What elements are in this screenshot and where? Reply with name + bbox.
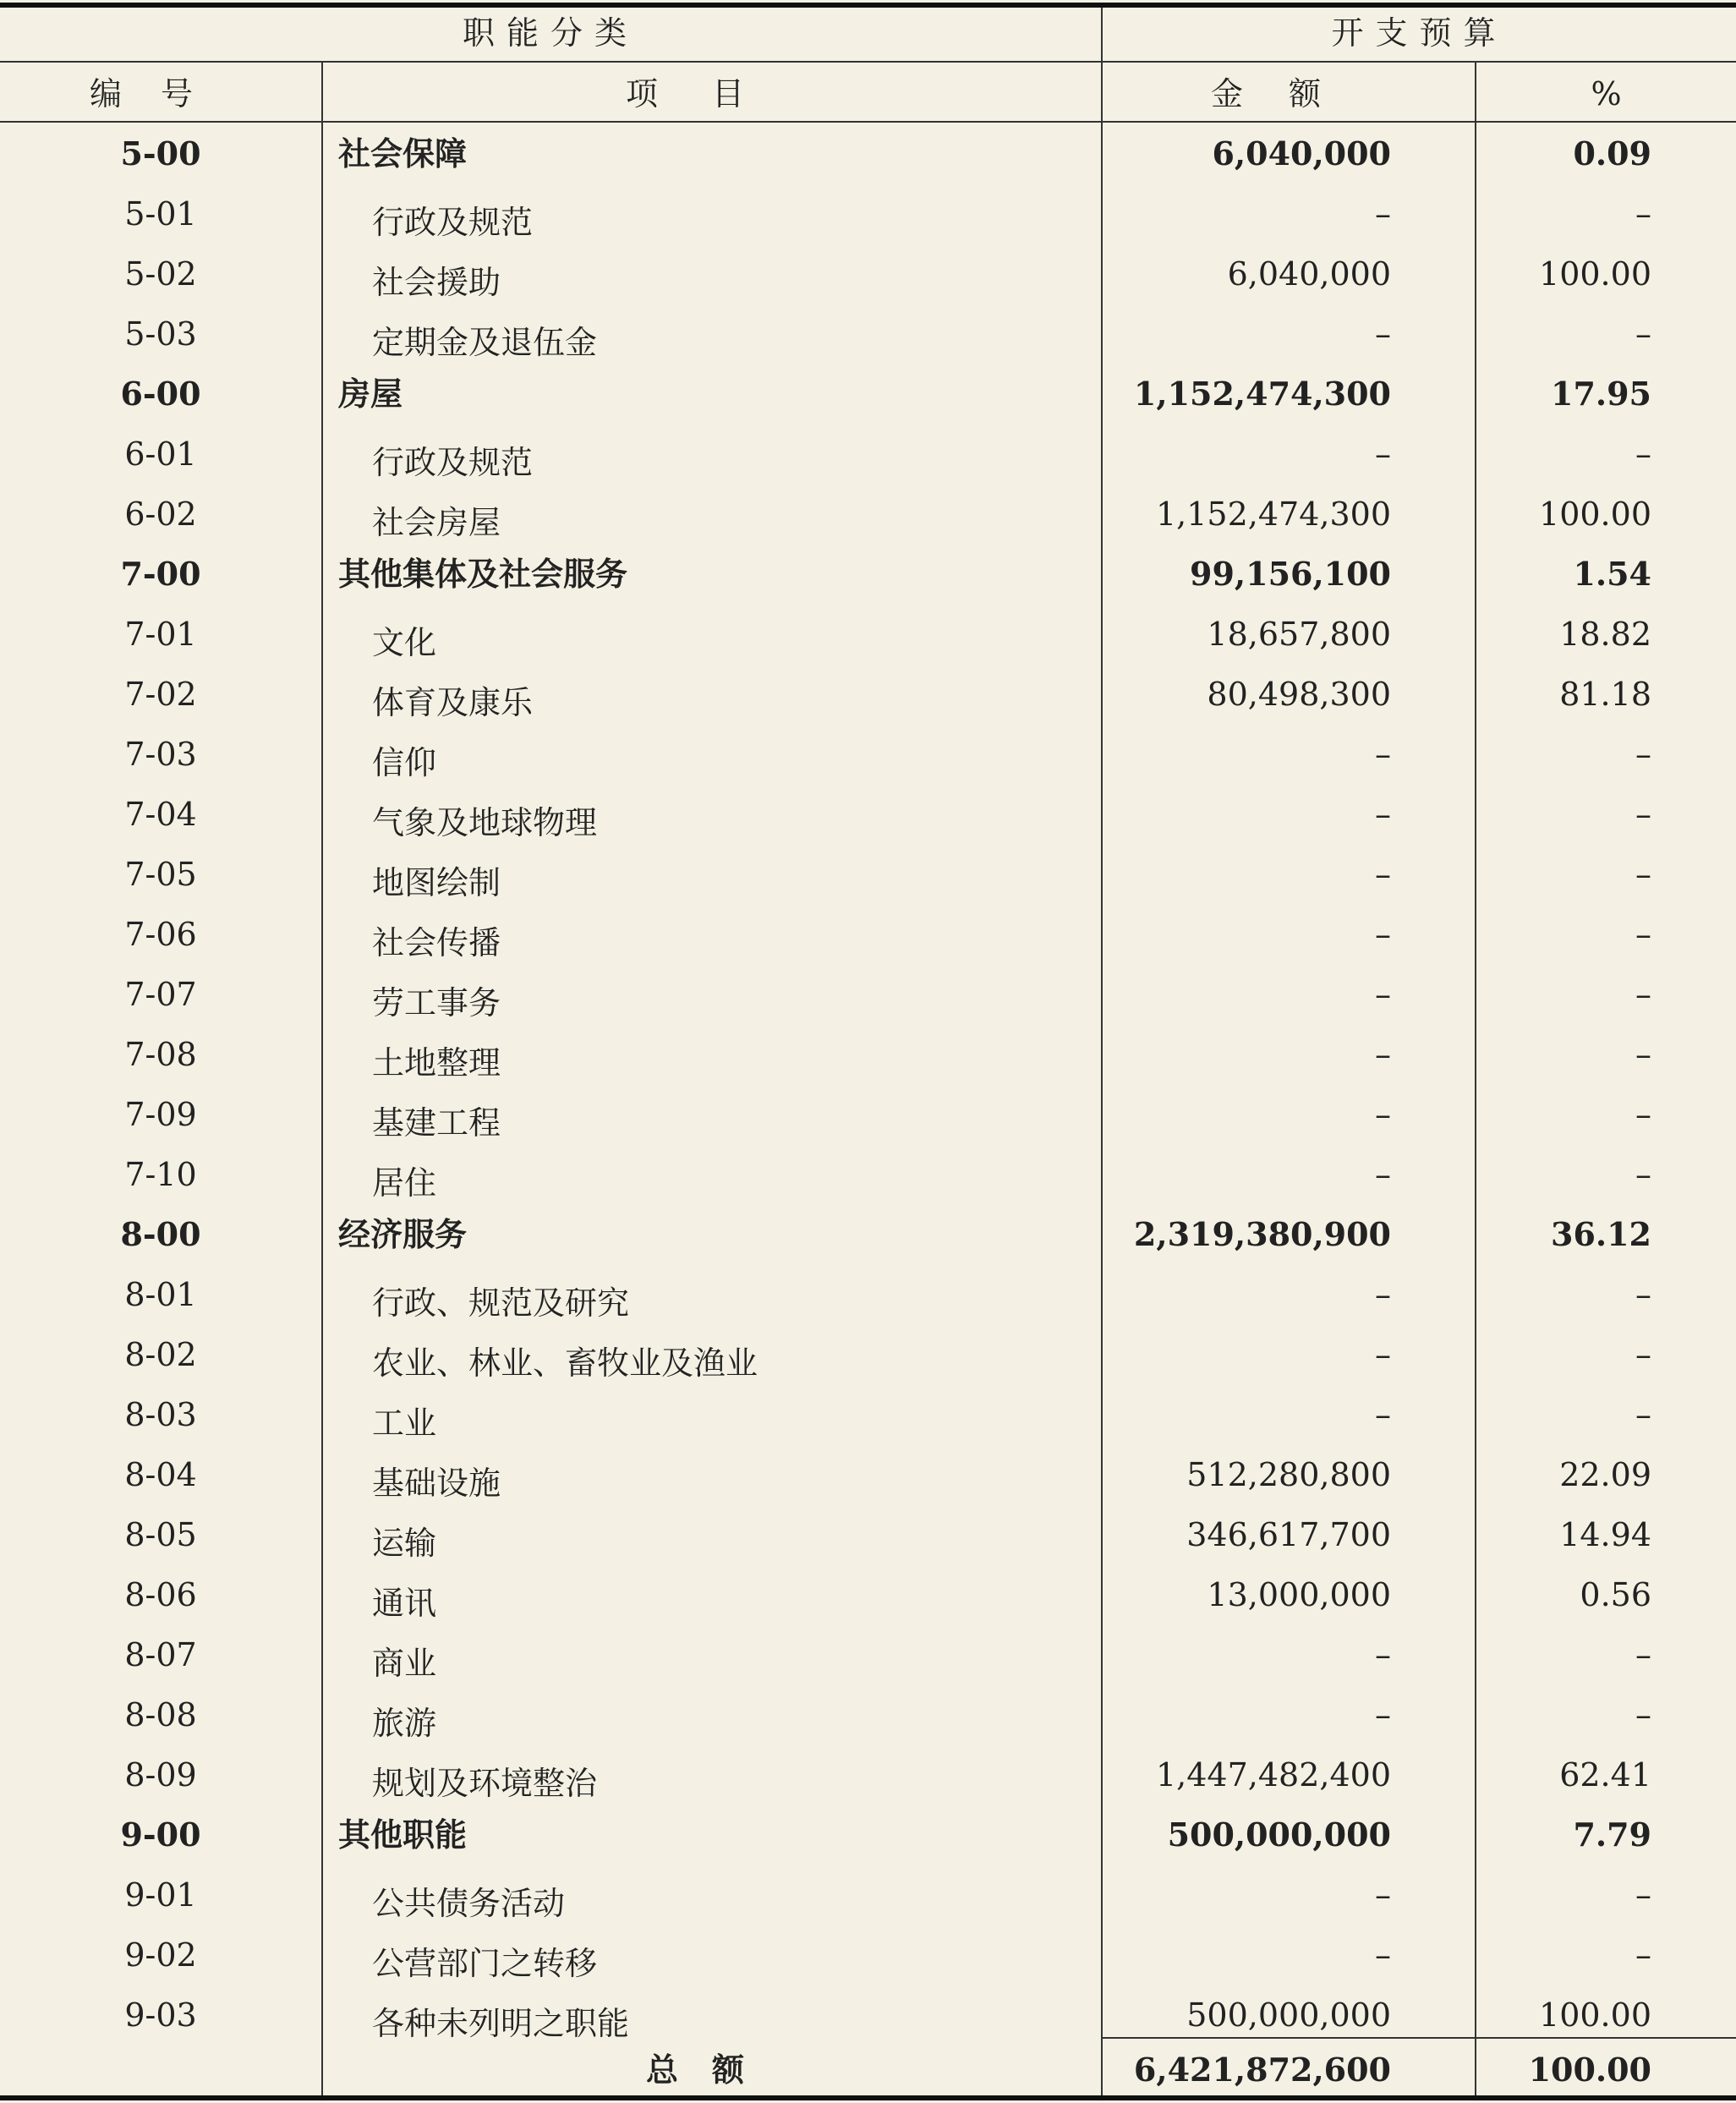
row-percent: 0.09 xyxy=(1573,134,1651,173)
row-code: 8-00 xyxy=(120,1215,201,1253)
row-code: 9-01 xyxy=(124,1876,197,1914)
row-item-name: 行政、规范及研究 xyxy=(372,1284,630,1322)
row-code: 9-03 xyxy=(124,1996,197,2034)
row-item-name: 各种未列明之职能 xyxy=(372,2005,630,2042)
row-percent: – xyxy=(1635,195,1651,233)
row-amount: 80,498,300 xyxy=(1207,676,1391,713)
row-amount: 1,152,474,300 xyxy=(1155,496,1391,533)
divider-amount-percent xyxy=(1475,61,1476,2095)
row-item-name: 社会保障 xyxy=(338,134,468,173)
row-percent: 17.95 xyxy=(1551,375,1651,413)
header-item: 项目 xyxy=(625,75,798,112)
row-code: 9-00 xyxy=(120,1815,201,1854)
row-percent: 18.82 xyxy=(1559,616,1651,653)
row-code: 7-04 xyxy=(124,796,197,833)
row-percent: 100.00 xyxy=(1539,496,1651,533)
total-amount: 6,421,872,600 xyxy=(1133,2051,1391,2089)
row-code: 6-01 xyxy=(124,435,197,473)
row-percent: 14.94 xyxy=(1559,1516,1651,1553)
row-percent: 0.56 xyxy=(1580,1576,1651,1613)
row-percent: – xyxy=(1635,1876,1651,1914)
header-amount: 金额 xyxy=(1210,75,1366,112)
row-item-name: 社会援助 xyxy=(372,264,501,301)
row-amount: – xyxy=(1375,736,1391,773)
row-percent: 100.00 xyxy=(1539,1996,1651,2034)
row-code: 7-01 xyxy=(124,616,197,653)
row-code: 7-02 xyxy=(124,676,197,713)
row-amount: – xyxy=(1375,976,1391,1013)
row-code: 9-02 xyxy=(124,1936,197,1974)
row-item-name: 社会房屋 xyxy=(372,504,501,541)
header-function-classification: 职能分类 xyxy=(462,14,638,52)
row-code: 5-02 xyxy=(124,255,197,293)
row-percent: 62.41 xyxy=(1559,1756,1651,1794)
row-percent: – xyxy=(1635,1036,1651,1073)
row-amount: 500,000,000 xyxy=(1186,1996,1391,2034)
row-percent: – xyxy=(1635,315,1651,353)
row-amount: 346,617,700 xyxy=(1186,1516,1391,1553)
row-amount: – xyxy=(1375,1876,1391,1914)
row-percent: 100.00 xyxy=(1539,255,1651,293)
row-code: 8-01 xyxy=(124,1276,197,1313)
row-amount: 99,156,100 xyxy=(1190,555,1391,593)
row-amount: – xyxy=(1375,1696,1391,1733)
row-percent: – xyxy=(1635,736,1651,773)
row-amount: – xyxy=(1375,1156,1391,1193)
row-percent: – xyxy=(1635,1696,1651,1733)
row-code: 5-03 xyxy=(124,315,197,353)
row-amount: – xyxy=(1375,1396,1391,1433)
row-item-name: 其他职能 xyxy=(338,1815,468,1854)
row-percent: – xyxy=(1635,856,1651,893)
row-item-name: 房屋 xyxy=(338,375,403,413)
header-expenditure-budget: 开支预算 xyxy=(1331,14,1508,52)
row-item-name: 运输 xyxy=(372,1525,437,1562)
row-item-name: 规划及环境整治 xyxy=(372,1765,598,1802)
row-amount: 18,657,800 xyxy=(1207,616,1391,653)
row-item-name: 社会传播 xyxy=(372,924,501,961)
row-code: 7-05 xyxy=(124,856,197,893)
row-item-name: 商业 xyxy=(372,1645,437,1682)
row-item-name: 旅游 xyxy=(372,1705,437,1742)
row-percent: – xyxy=(1635,796,1651,833)
total-percent: 100.00 xyxy=(1528,2051,1651,2089)
row-percent: – xyxy=(1635,1156,1651,1193)
total-rule xyxy=(1101,2037,1736,2039)
row-item-name: 定期金及退伍金 xyxy=(372,324,598,361)
row-amount: – xyxy=(1375,1936,1391,1974)
row-amount: – xyxy=(1375,856,1391,893)
row-code: 7-03 xyxy=(124,736,197,773)
row-amount: – xyxy=(1375,796,1391,833)
row-amount: – xyxy=(1375,1336,1391,1373)
row-code: 8-05 xyxy=(124,1516,197,1553)
row-percent: – xyxy=(1635,1936,1651,1974)
row-item-name: 居住 xyxy=(372,1164,437,1202)
total-label: 总额 xyxy=(645,2051,778,2089)
row-amount: 512,280,800 xyxy=(1186,1456,1391,1493)
row-item-name: 经济服务 xyxy=(338,1215,468,1253)
row-code: 5-00 xyxy=(120,134,201,173)
row-item-name: 基础设施 xyxy=(372,1465,501,1502)
row-item-name: 基建工程 xyxy=(372,1104,501,1142)
row-amount: 6,040,000 xyxy=(1212,134,1391,173)
row-amount: – xyxy=(1375,1036,1391,1073)
row-amount: – xyxy=(1375,195,1391,233)
row-amount: 1,152,474,300 xyxy=(1133,375,1391,413)
row-item-name: 地图绘制 xyxy=(372,864,501,901)
row-percent: 36.12 xyxy=(1551,1215,1651,1253)
row-percent: – xyxy=(1635,1096,1651,1133)
row-item-name: 行政及规范 xyxy=(372,204,534,241)
row-code: 6-02 xyxy=(124,496,197,533)
row-code: 8-02 xyxy=(124,1336,197,1373)
row-code: 6-00 xyxy=(120,375,201,413)
header-percent: % xyxy=(1591,75,1622,112)
row-amount: – xyxy=(1375,916,1391,953)
row-code: 7-07 xyxy=(124,976,197,1013)
row-item-name: 劳工事务 xyxy=(372,984,501,1021)
row-item-name: 行政及规范 xyxy=(372,444,534,481)
row-amount: 6,040,000 xyxy=(1227,255,1391,293)
row-amount: 1,447,482,400 xyxy=(1155,1756,1391,1794)
row-percent: – xyxy=(1635,1396,1651,1433)
row-code: 7-09 xyxy=(124,1096,197,1133)
row-code: 8-07 xyxy=(124,1636,197,1673)
row-code: 8-06 xyxy=(124,1576,197,1613)
row-code: 7-00 xyxy=(120,555,201,593)
row-item-name: 公共债务活动 xyxy=(372,1885,566,1922)
row-percent: 81.18 xyxy=(1559,676,1651,713)
row-amount: 13,000,000 xyxy=(1207,1576,1391,1613)
row-item-name: 公营部门之转移 xyxy=(372,1945,598,1982)
divider-code-item xyxy=(321,61,323,2095)
row-item-name: 土地整理 xyxy=(372,1044,501,1082)
table-bottom-rule xyxy=(0,2095,1736,2100)
row-code: 8-08 xyxy=(124,1696,197,1733)
row-code: 7-06 xyxy=(124,916,197,953)
row-percent: 22.09 xyxy=(1559,1456,1651,1493)
row-item-name: 工业 xyxy=(372,1405,437,1442)
row-amount: – xyxy=(1375,1276,1391,1313)
row-percent: 7.79 xyxy=(1573,1815,1651,1854)
row-amount: 500,000,000 xyxy=(1167,1815,1391,1854)
header-code: 编号 xyxy=(89,75,232,112)
table-top-rule xyxy=(0,3,1736,8)
row-item-name: 体育及康乐 xyxy=(372,684,534,721)
row-item-name: 气象及地球物理 xyxy=(372,804,598,841)
row-percent: – xyxy=(1635,435,1651,473)
row-amount: – xyxy=(1375,435,1391,473)
row-code: 8-09 xyxy=(124,1756,197,1794)
row-percent: – xyxy=(1635,1336,1651,1373)
row-amount: – xyxy=(1375,1636,1391,1673)
row-code: 7-10 xyxy=(124,1156,197,1193)
row-code: 5-01 xyxy=(124,195,197,233)
divider-item-amount xyxy=(1101,8,1103,2095)
row-code: 7-08 xyxy=(124,1036,197,1073)
row-item-name: 通讯 xyxy=(372,1585,437,1622)
row-percent: – xyxy=(1635,976,1651,1013)
row-percent: – xyxy=(1635,1636,1651,1673)
row-percent: 1.54 xyxy=(1573,555,1651,593)
row-item-name: 农业、林业、畜牧业及渔业 xyxy=(372,1344,758,1382)
row-percent: – xyxy=(1635,916,1651,953)
row-item-name: 其他集体及社会服务 xyxy=(338,555,628,593)
row-amount: – xyxy=(1375,1096,1391,1133)
row-amount: 2,319,380,900 xyxy=(1133,1215,1391,1253)
row-percent: – xyxy=(1635,1276,1651,1313)
row-item-name: 信仰 xyxy=(372,744,437,781)
row-item-name: 文化 xyxy=(372,624,437,661)
row-code: 8-03 xyxy=(124,1396,197,1433)
row-code: 8-04 xyxy=(124,1456,197,1493)
row-amount: – xyxy=(1375,315,1391,353)
